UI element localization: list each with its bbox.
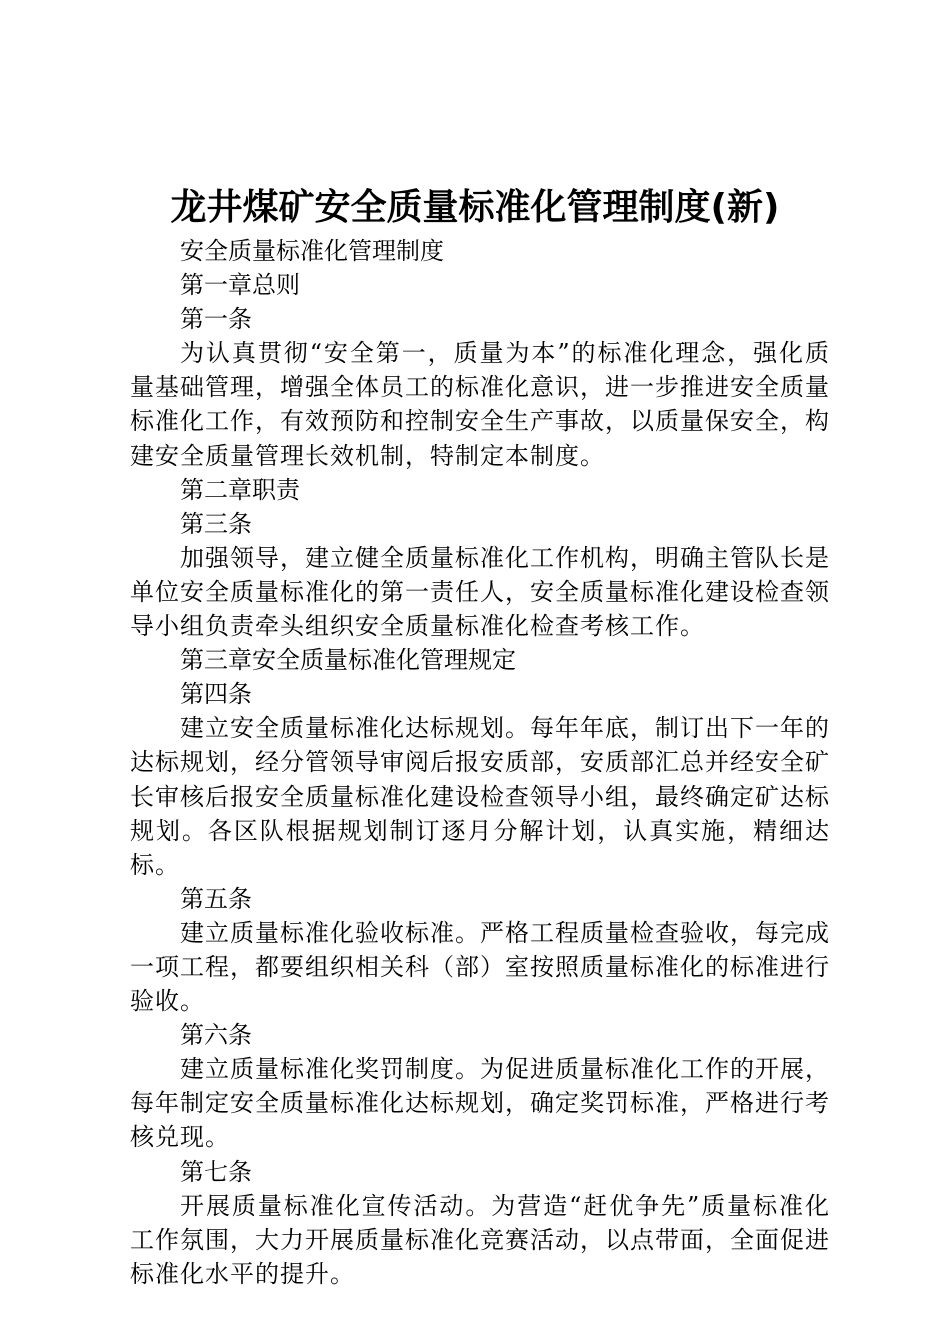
article-paragraph: 为认真贯彻“安全第一，质量为本”的标准化理念，强化质量基础管理，增强全体员工的标准化意识，进一步推进安全质量标准化工作，有效预防和控制安全生产事故，以质量保安全，构建安全质量管理长效机制，特制定本制度。 bbox=[130, 339, 830, 470]
article-paragraph: 建立质量标准化奖罚制度。为促进质量标准化工作的开展，每年制定安全质量标准化达标规划，确定奖罚标准，严格进行考核兑现。 bbox=[130, 1055, 830, 1152]
article-heading: 第三条 bbox=[180, 509, 252, 538]
article-heading: 第五条 bbox=[180, 884, 252, 913]
document-subtitle: 安全质量标准化管理制度 bbox=[180, 237, 444, 265]
chapter-heading: 第一章总则 bbox=[180, 271, 300, 300]
document-body bbox=[130, 234, 830, 1291]
article-paragraph: 建立质量标准化验收标准。严格工程质量检查验收，每完成一项工程，都要组织相关科（部）室按照质量标准化的标准进行验收。 bbox=[130, 918, 830, 1016]
chapter-heading: 第三章安全质量标准化管理规定 bbox=[180, 646, 516, 675]
article-paragraph: 建立安全质量标准化达标规划。每年年底，制订出下一年的达标规划，经分管领导审阅后报安质部，安质部汇总并经安全矿长审核后报安全质量标准化建设检查领导小组，最终确定矿达标规划。各区队根据规划制订逐月分解计划，认真实施，精细达标。 bbox=[130, 714, 830, 879]
article-paragraph: 加强领导，建立健全质量标准化工作机构，明确主管队长是单位安全质量标准化的第一责任人，安全质量标准化建设检查领导小组负责牵头组织安全质量标准化检查考核工作。 bbox=[130, 543, 830, 641]
article-heading: 第四条 bbox=[180, 680, 252, 709]
chapter-heading: 第二章职责 bbox=[180, 475, 300, 504]
article-heading: 第七条 bbox=[180, 1157, 252, 1186]
document-title: 龙井煤矿安全质量标准化管理制度(新) bbox=[170, 187, 780, 228]
article-paragraph: 开展质量标准化宣传活动。为营造“赶优争先”质量标准化工作氛围，大力开展质量标准化竞赛活动，以点带面，全面促进标准化水平的提升。 bbox=[130, 1191, 830, 1288]
article-heading: 第六条 bbox=[180, 1021, 252, 1050]
article-heading: 第一条 bbox=[180, 305, 252, 334]
